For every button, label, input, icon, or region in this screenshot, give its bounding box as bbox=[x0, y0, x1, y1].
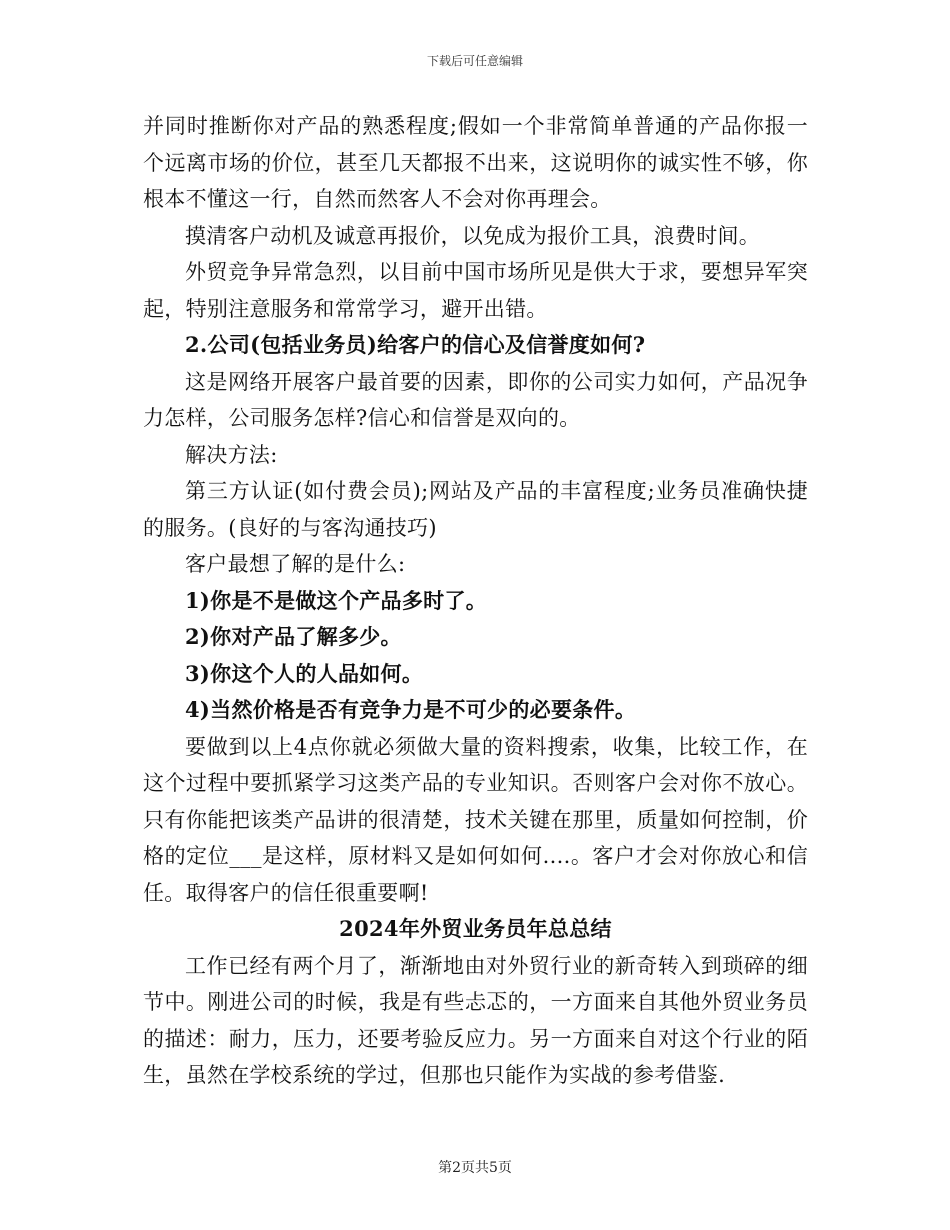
page-number: 第2页共5页 bbox=[438, 1160, 512, 1176]
paragraph-solution-label: 解决方法: bbox=[185, 442, 278, 467]
document-body bbox=[143, 108, 808, 1094]
paragraph-question: 客户最想了解的是什么: bbox=[185, 552, 406, 576]
paragraph-competition: 外贸竞争异常急烈，以目前中国市场所见是供大于求，要想异军突起，特别注意服务和常常学习，避开出错。 bbox=[143, 260, 808, 321]
section-heading-2: 2.公司(包括业务员)给客户的信心及信誉度如何? bbox=[185, 332, 646, 357]
list-item-3: 3)你这个人的人品如何。 bbox=[185, 660, 424, 686]
paragraph-summary: 工作已经有两个月了，渐渐地由对外贸行业的新奇转入到琐碎的细节中。刚进公司的时候，我是有些忐忑的，一方面来自其他外贸业务员的描述：耐力，压力，还要考验反应力。另一方面来自对这个行业的陌生，虽然在学校系统的学过，但那也只能作为实战的参考借鉴. bbox=[143, 953, 808, 1087]
document-title: 2024年外贸业务员年总总结 bbox=[339, 916, 612, 941]
list-item-1: 1)你是不是做这个产品多时了。 bbox=[185, 587, 488, 613]
paragraph-intro: 并同时推断你对产品的熟悉程度;假如一个非常简单普通的产品你报一个远离市场的价位，甚至几天都报不出来，这说明你的诚实性不够，你根本不懂这一行，自然而然客人不会对你再理会。 bbox=[143, 114, 808, 211]
paragraph-conclusion: 要做到以上4点你就必须做大量的资料搜索，收集，比较工作，在这个过程中要抓紧学习这类产品的专业知识。否则客户会对你不放心。只有你能把该类产品讲的很清楚，技术关键在那里，质量如何控制，价格的定位___是这样，原材料又是如何如何....。客户才会对你放心和信任。取得客户的信任很重要啊! bbox=[143, 734, 808, 905]
page-header: 下载后可任意编辑 bbox=[426, 54, 523, 68]
paragraph-factor: 这是网络开展客户最首要的因素，即你的公司实力如何，产品况争力怎样，公司服务怎样?信心和信誉是双向的。 bbox=[143, 369, 808, 430]
list-item-4: 4)当然价格是否有竞争力是不可少的必要条件。 bbox=[185, 697, 637, 722]
paragraph-motive: 摸清客户动机及诚意再报价，以免成为报价工具，浪费时间。 bbox=[185, 223, 761, 248]
paragraph-solution: 第三方认证(如付费会员);网站及产品的丰富程度;业务员准确快捷的服务。(良好的与客沟通技巧) bbox=[143, 479, 808, 540]
list-item-2: 2)你对产品了解多少。 bbox=[185, 624, 402, 649]
